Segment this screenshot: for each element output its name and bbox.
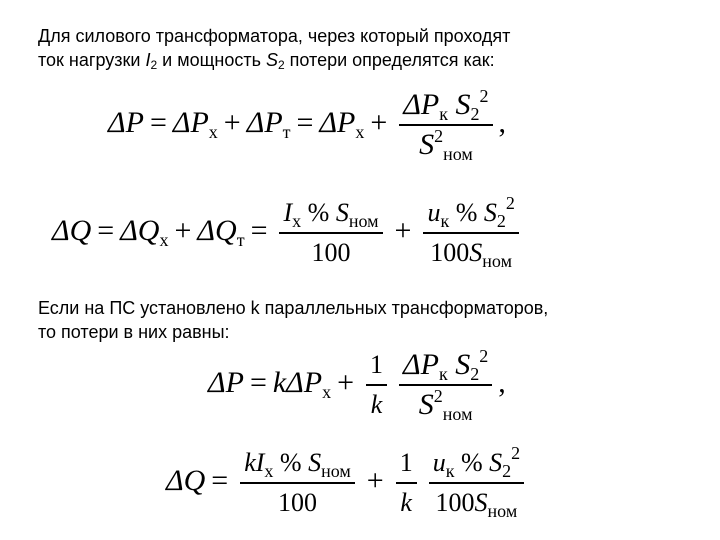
- intro-line-2-part-c: потери определятся как:: [284, 50, 495, 70]
- intro-line-2: [38, 48, 510, 72]
- load-current-symbol: I: [145, 50, 151, 70]
- formula-active-loss-parallel: ΔP = kΔP$_х$ + $\frac{1}{k}$ $\frac{\Delta P_к S_2^2}{S^2_{ном}}$ ,: [208, 346, 506, 424]
- intro-line-2-part-b: и мощность: [157, 50, 266, 70]
- formula-reactive-loss: $\Delta Q = \Delta Q_х + \Delta Q_т$ = $\frac{I_х \% S_{ном}}{100}$ + $\frac{u_к \% S_2^2}{100S_{ном}}$: [52, 196, 525, 270]
- formula-active-loss: $\Delta P = \Delta P_х + \Delta P_т = \Delta P_х$ + $\frac{\Delta P_к S_2^2}{S^2_{ном}}$ ,: [108, 86, 506, 164]
- parallel-paragraph: [38, 296, 548, 344]
- intro-paragraph: [38, 24, 510, 72]
- load-current-subscript: 2: [150, 58, 158, 72]
- intro-line-1: Для силового трансформатора, через который проходят: [38, 26, 511, 46]
- load-power-subscript: 2: [277, 58, 285, 72]
- intro-line-2-part-a: ток нагрузки: [38, 50, 146, 70]
- formula-reactive-loss-parallel: ΔQ = $\frac{kI_х \% S_{ном}}{100}$ + $\frac{1}{k}$ $\frac{u_к \% S_2^2}{100S_{ном}}$: [166, 446, 530, 520]
- parallel-line-2: то потери в них равны:: [38, 322, 230, 342]
- parallel-line-1: Если на ПС установлено k параллельных трансформаторов,: [38, 298, 549, 318]
- load-power-symbol: S: [265, 50, 278, 70]
